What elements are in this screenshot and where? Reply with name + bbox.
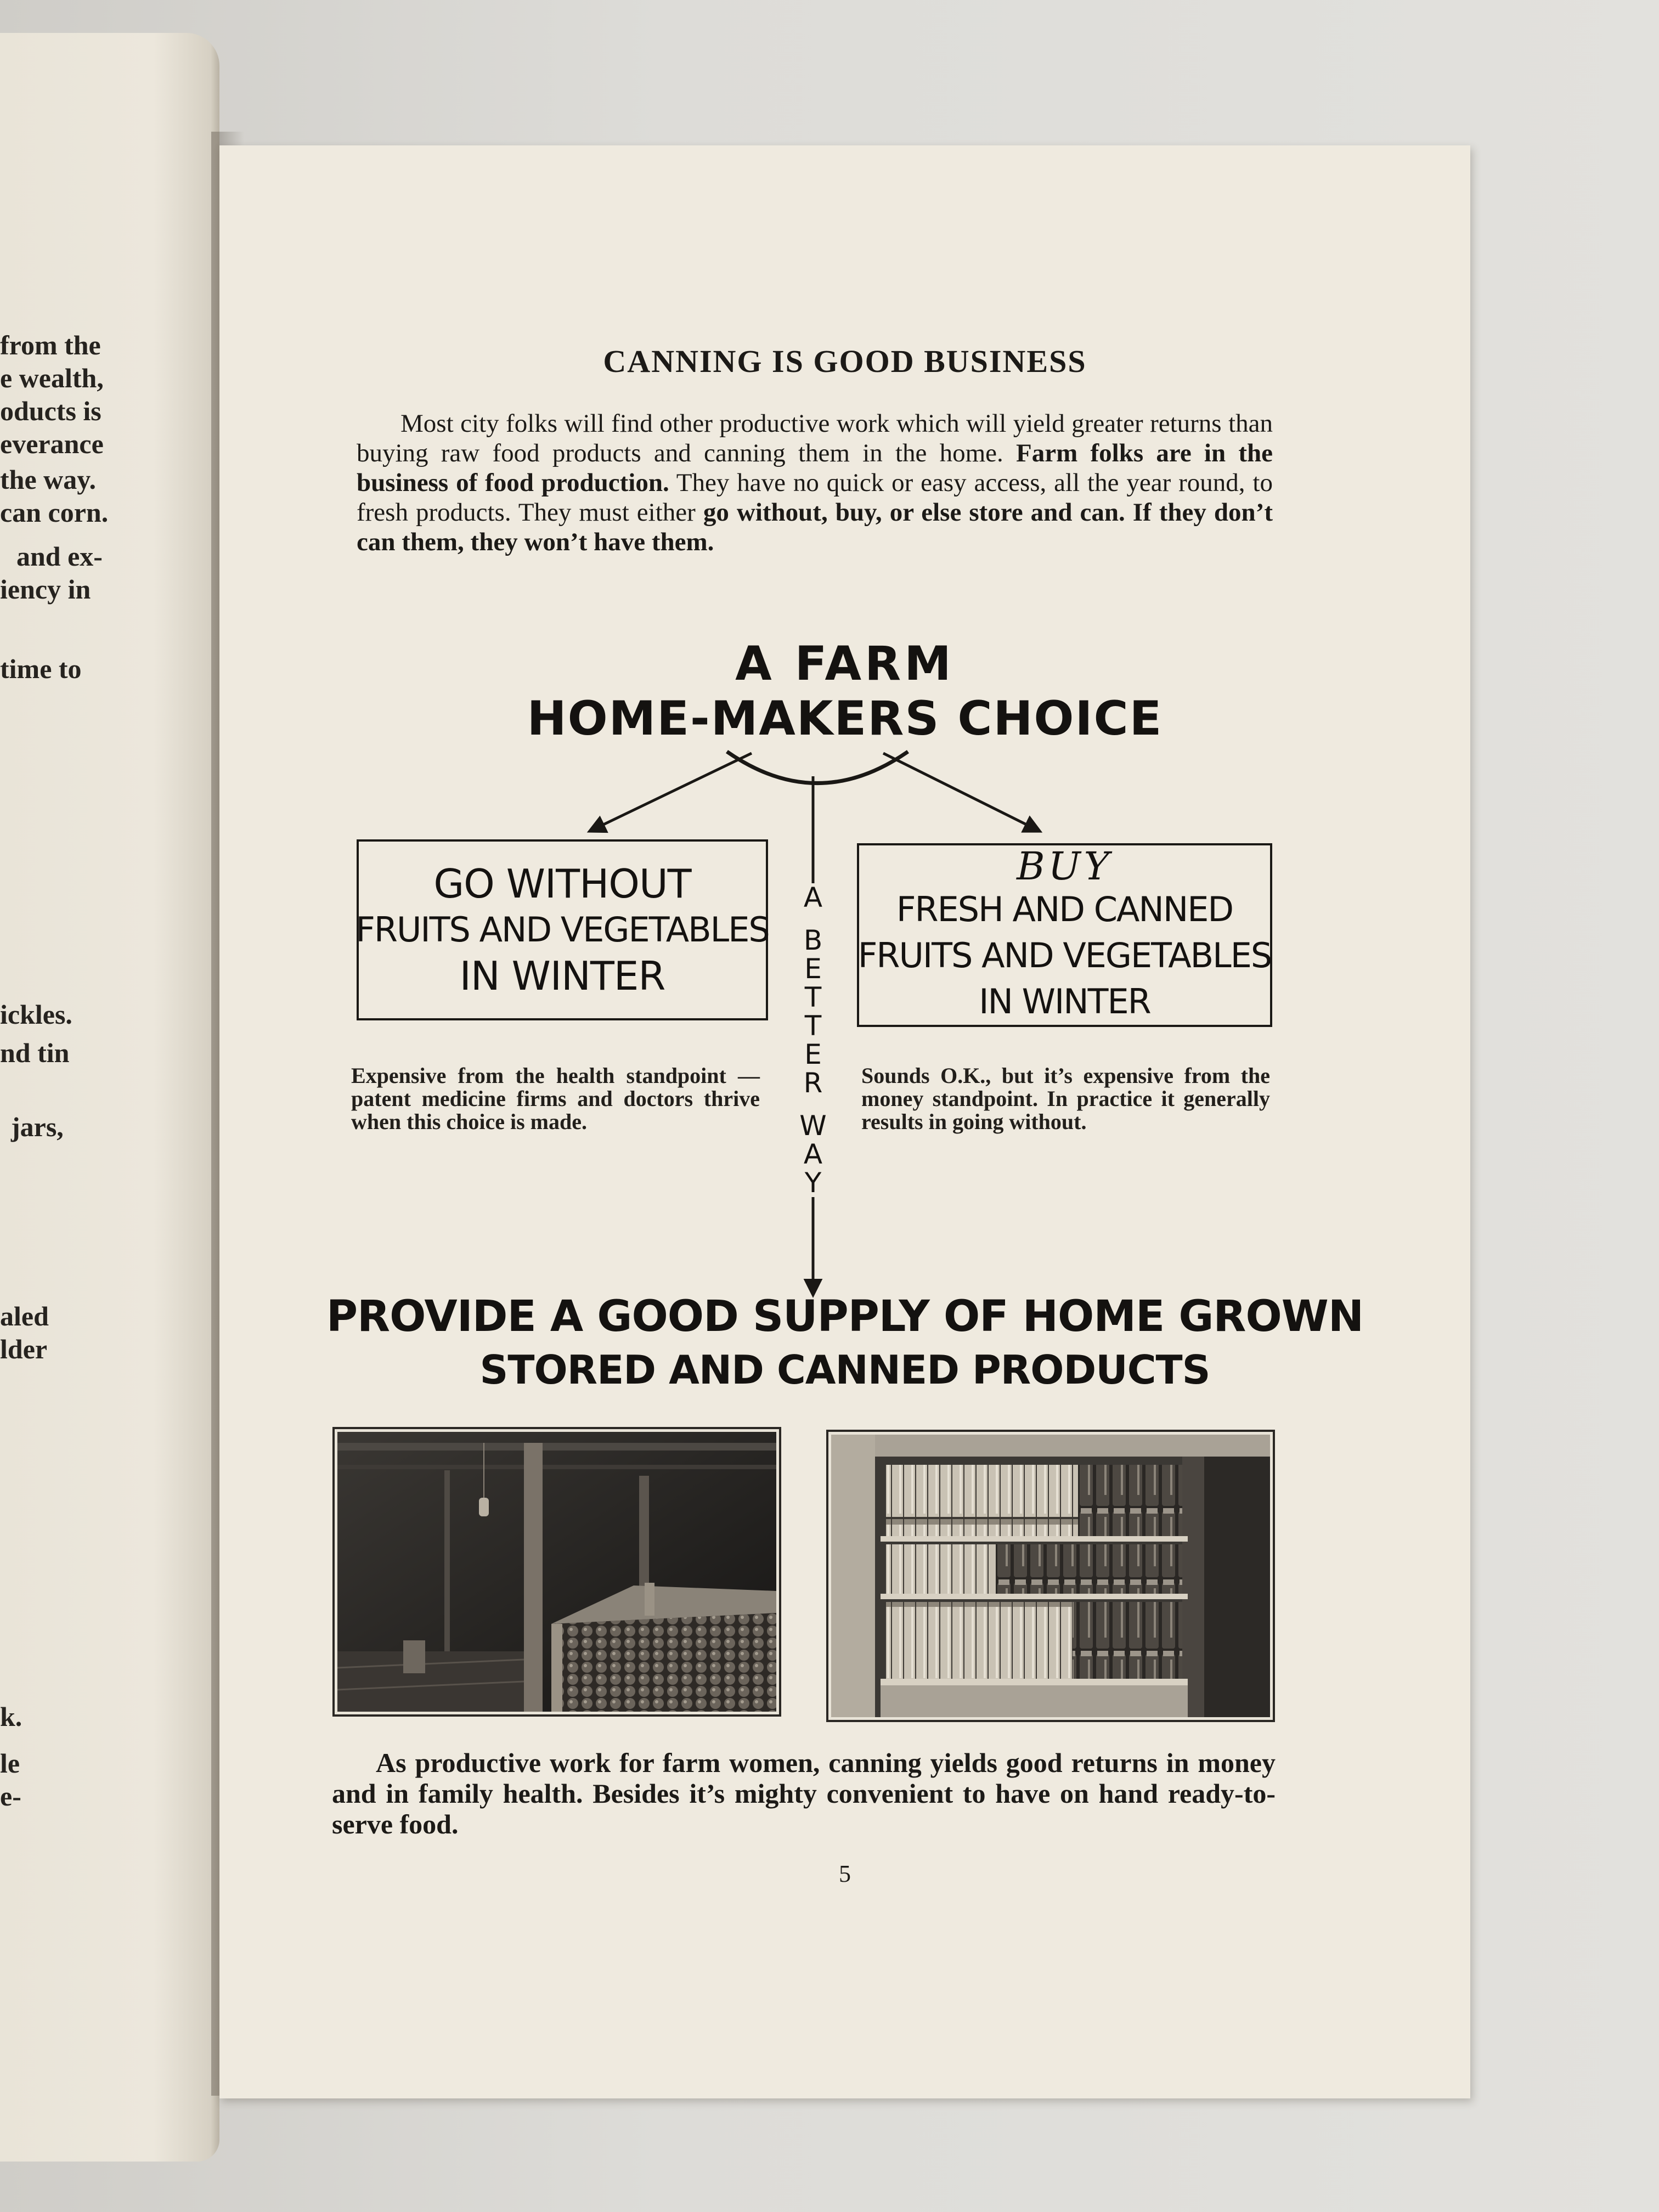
go-without-box [357, 839, 768, 1020]
left-page-text: lder [0, 1334, 48, 1364]
outcome-line2: STORED AND CANNED PRODUCTS [479, 1347, 1210, 1393]
go-without-line2: FRUITS AND VEGETABLES [356, 910, 769, 950]
left-page-text: everance [0, 428, 104, 459]
better-way-letter: E [804, 1039, 822, 1070]
page-number: 5 [839, 1860, 851, 1887]
left-page-text: jars, [11, 1111, 64, 1142]
left-page-text: le [0, 1748, 20, 1779]
diagram-heading-line1: A FARM [735, 636, 955, 691]
left-page-text: oducts is [0, 396, 101, 426]
heading-bracket [727, 752, 908, 783]
better-way-letter: A [803, 882, 823, 913]
outcome-line1: PROVIDE A GOOD SUPPLY OF HOME GROWN [326, 1292, 1364, 1341]
cellar-photo [335, 1429, 779, 1714]
better-way-letter: A [803, 1138, 823, 1170]
go-without-line1: GO WITHOUT [433, 861, 691, 907]
page-5 [219, 145, 1470, 2098]
better-way-letter: E [804, 953, 822, 985]
go-without-line3: IN WINTER [459, 953, 665, 999]
better-way-letter: R [803, 1067, 823, 1099]
left-page-text: aled [0, 1301, 49, 1331]
left-page-text: and ex- [16, 541, 103, 572]
buy-line3: IN WINTER [979, 981, 1150, 1022]
left-page-text: k. [0, 1701, 22, 1732]
go-without-note: Expensive from the health standpoint — patent medicine firms and doctors thrive when this choice is made. [351, 1063, 760, 1134]
better-way-letter: W [799, 1110, 827, 1142]
intro-text-1: Most city folks will find other productive work which will yield greater returns than buying raw food products and canning them in the home. [357, 409, 1273, 467]
left-page-text: from the [0, 330, 101, 360]
left-page-text: nd tin [0, 1037, 70, 1068]
left-page-text: can corn. [0, 497, 109, 528]
left-page-text: iency in [0, 574, 91, 605]
left-page-text: the way. [0, 464, 96, 495]
buy-note: Sounds O.K., but it’s expensive from the money standpoint. In practice it generally results in going without. [861, 1063, 1270, 1134]
buy-box [857, 843, 1272, 1027]
better-way-letter: B [803, 924, 823, 956]
left-page-text: e wealth, [0, 363, 104, 393]
arrow-to-go-without [590, 753, 752, 831]
buy-line2: FRUITS AND VEGETABLES [857, 935, 1272, 975]
better-way-letter: Y [804, 1167, 822, 1199]
arrow-to-buy [883, 753, 1040, 831]
closing-text: As productive work for farm women, canning yields good returns in money and in family health. Besides it’s mighty convenient to have on hand ready-to-serve food. [332, 1747, 1276, 1839]
intro-bold-1: Farm folks are in the business of food production. [357, 439, 1273, 497]
better-way-label [797, 883, 830, 1197]
intro-text-2: They have no quick or easy access, all the year round, to fresh products. They must either [357, 469, 1273, 527]
better-way-letter: T [804, 1010, 822, 1042]
page-title: CANNING IS GOOD BUSINESS [603, 343, 1087, 379]
buy-line1: FRESH AND CANNED [896, 889, 1233, 929]
buy-label: BUY [1017, 843, 1113, 889]
pantry-shelf-photo [828, 1432, 1273, 1720]
left-page-text: e- [0, 1781, 21, 1812]
better-way-letter: T [804, 981, 822, 1013]
intro-bold-2: go without, buy, or else store and can. If they don’t can them, they won’t have them. [357, 498, 1273, 556]
left-page-text: ickles. [0, 999, 72, 1030]
left-page [0, 33, 219, 2162]
left-page-text: time to [0, 653, 82, 684]
diagram-heading-line2: HOME-MAKERS CHOICE [527, 691, 1163, 746]
closing-paragraph [332, 1747, 1276, 1839]
